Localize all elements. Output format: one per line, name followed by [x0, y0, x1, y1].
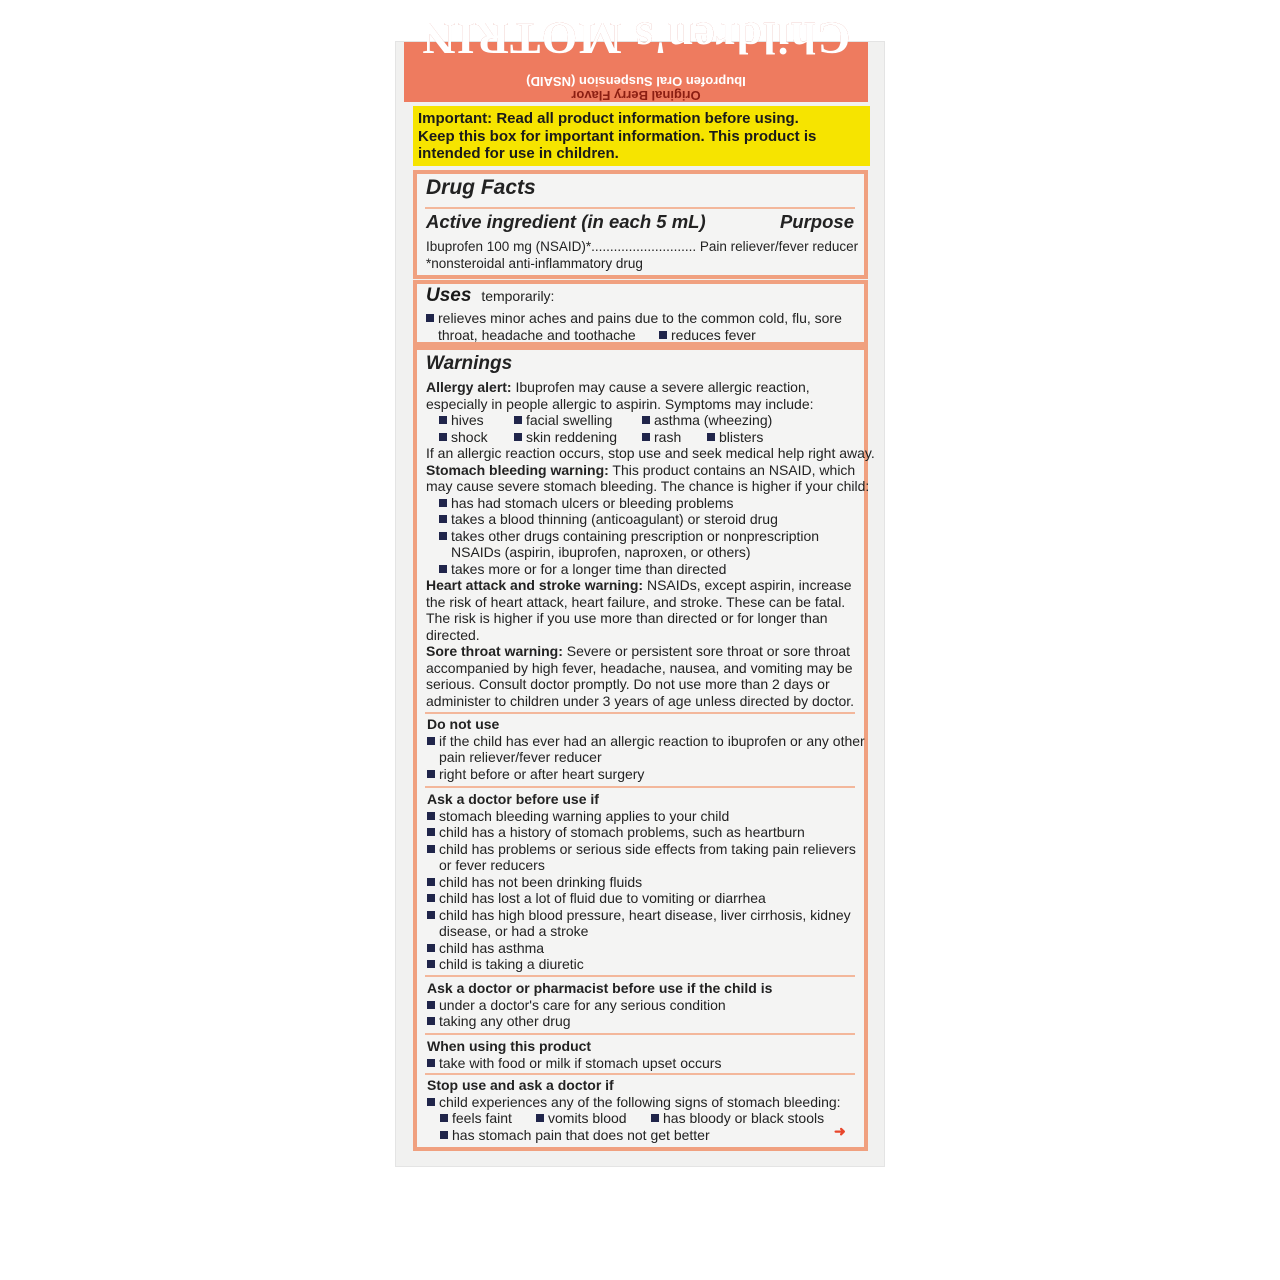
list-item: child has a history of stomach problems, such as heartburn	[427, 824, 805, 841]
ask-doctor-title: Ask a doctor before use if	[427, 791, 599, 807]
list-item: child has lost a lot of fluid due to vomiting or diarrhea	[427, 890, 766, 907]
list-item: child is taking a diuretic	[427, 956, 584, 973]
list-item: child has high blood pressure, heart disease, liver cirrhosis, kidney	[427, 907, 851, 924]
list-item: taking any other drug	[427, 1013, 571, 1030]
symptom: facial swelling	[514, 412, 612, 429]
list-item: has had stomach ulcers or bleeding problems	[439, 495, 734, 512]
important-banner	[413, 106, 870, 166]
list-item: takes other drugs containing prescription or nonprescription	[439, 528, 819, 545]
banner-line-1: Important: Read all product information before using.	[418, 110, 799, 127]
active-ingredient-heading: Active ingredient (in each 5 mL)	[426, 211, 706, 232]
list-item: take with food or milk if stomach upset occurs	[427, 1055, 721, 1072]
heart-text: the risk of heart attack, heart failure, and stroke. These can be fatal.	[426, 593, 846, 610]
warnings-title: Warnings	[426, 353, 513, 374]
do-not-use-title: Do not use	[427, 716, 500, 732]
uses-item: relieves minor aches and pains due to the common cold, flu, sore	[426, 310, 842, 327]
allergy-text: If an allergic reaction occurs, stop use and seek medical help right away.	[426, 445, 875, 461]
list-item: child has problems or serious side effects from taking pain relievers	[427, 841, 856, 858]
uses-panel	[413, 280, 868, 346]
uses-item: reduces fever	[659, 327, 756, 344]
flap-brand-logo: Children's MOTRIN	[421, 13, 851, 64]
symptom: shock	[439, 429, 488, 446]
heart-warning: Heart attack and stroke warning: NSAIDs, except aspirin, increase	[426, 577, 852, 593]
allergy-text: especially in people allergic to aspirin. Symptoms may include:	[426, 395, 814, 412]
ingredient-line: Ibuprofen 100 mg (NSAID)*............................ Pain reliever/fever reducer	[426, 239, 859, 254]
allergy-alert: Allergy alert: Ibuprofen may cause a severe allergic reaction,	[426, 379, 810, 395]
list-item: has stomach pain that does not get better	[440, 1127, 710, 1144]
list-item: child has asthma	[427, 940, 544, 957]
divider	[425, 712, 855, 714]
stomach-warning: Stomach bleeding warning: This product contains an NSAID, which	[426, 461, 856, 478]
list-item: takes more or for a longer time than directed	[439, 561, 726, 578]
list-item: takes a blood thinning (anticoagulant) or steroid drug	[439, 511, 778, 528]
flap-subtitle: Ibuprofen Oral Suspension (NSAID)	[526, 74, 746, 89]
divider	[425, 1073, 855, 1075]
list-item: if the child has ever had an allergic reaction to ibuprofen or any other	[427, 733, 865, 750]
symptom: rash	[642, 429, 681, 446]
uses-intro: temporarily:	[481, 288, 555, 304]
uses-title: Uses	[426, 285, 472, 306]
list-item: has bloody or black stools	[651, 1110, 824, 1127]
heart-text: directed.	[426, 626, 480, 643]
symptom: asthma (wheezing)	[642, 412, 772, 429]
stop-use-title: Stop use and ask a doctor if	[427, 1077, 614, 1093]
drug-facts-panel	[413, 170, 868, 279]
uses-header	[426, 285, 555, 306]
banner-line-2: Keep this box for important information. This product is	[418, 127, 817, 145]
throat-warning: Sore throat warning: Severe or persistent sore throat or sore throat	[426, 643, 851, 659]
box-top-flap	[404, 13, 868, 103]
divider	[425, 207, 855, 209]
list-item: child has not been drinking fluids	[427, 874, 642, 891]
continue-arrow-icon: ➜	[834, 1123, 846, 1139]
bullet-icon	[659, 331, 667, 339]
banner-line-3: intended for use in children.	[418, 145, 619, 162]
uses-item-cont: throat, headache and toothache	[438, 327, 636, 343]
symptom: skin reddening	[514, 429, 617, 446]
list-item: under a doctor's care for any serious condition	[427, 997, 726, 1014]
list-item-cont: NSAIDs (aspirin, ibuprofen, naproxen, or others)	[451, 544, 751, 560]
list-item: right before or after heart surgery	[427, 766, 644, 783]
symptom: blisters	[707, 429, 763, 446]
list-item-cont: disease, or had a stroke	[439, 923, 589, 939]
stomach-text: may cause severe stomach bleeding. The chance is higher if your child:	[426, 478, 870, 494]
list-item: feels faint	[440, 1110, 512, 1127]
divider	[425, 1033, 855, 1035]
list-item: vomits blood	[536, 1110, 627, 1127]
list-item: child experiences any of the following signs of stomach bleeding:	[427, 1094, 841, 1111]
throat-text: serious. Consult doctor promptly. Do not use more than 2 days or	[426, 676, 830, 692]
when-using-title: When using this product	[427, 1038, 592, 1054]
throat-text: administer to children under 3 years of age unless directed by doctor.	[426, 692, 855, 709]
ingredient-footnote: *nonsteroidal anti-inflammatory drug	[426, 256, 643, 271]
list-item-cont: or fever reducers	[439, 857, 545, 873]
divider	[425, 786, 855, 788]
warnings-panel	[413, 346, 875, 1151]
flap-flavor: Original Berry Flavor	[571, 88, 701, 103]
ask-pharmacist-title: Ask a doctor or pharmacist before use if the child is	[427, 980, 773, 996]
drug-facts-title: Drug Facts	[426, 176, 536, 199]
list-item: stomach bleeding warning applies to your child	[427, 808, 729, 825]
purpose-heading: Purpose	[779, 211, 854, 232]
throat-text: accompanied by high fever, headache, nausea, and vomiting may be	[426, 659, 853, 676]
heart-text: The risk is higher if you use more than directed or for longer than	[426, 610, 828, 626]
list-item-cont: pain reliever/fever reducer	[439, 749, 602, 765]
bullet-icon	[426, 314, 434, 322]
symptom: hives	[439, 412, 484, 429]
divider	[425, 975, 855, 977]
